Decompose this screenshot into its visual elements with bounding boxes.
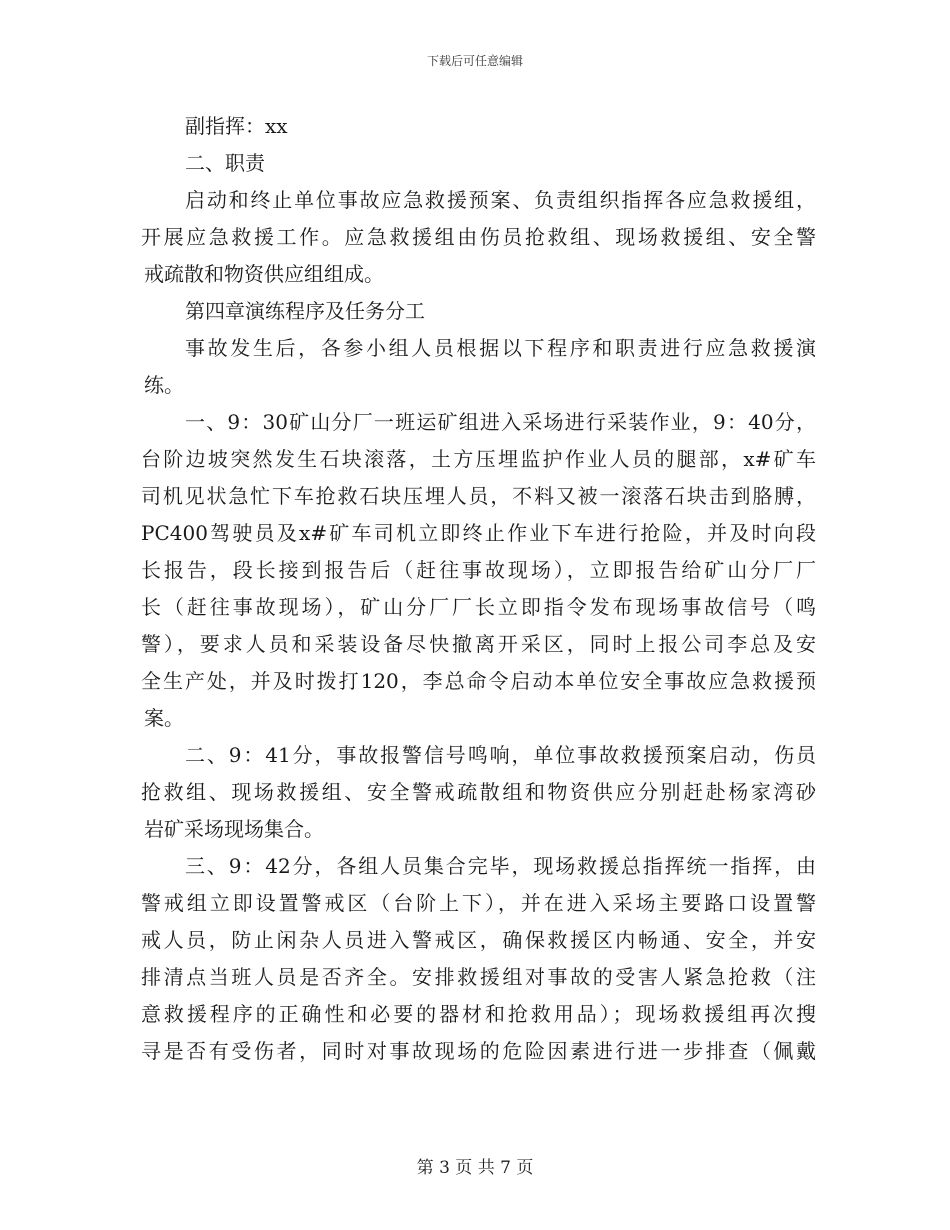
text-line: 寻是否有受伤者，同时对事故现场的危险因素进行进一步排查（佩戴 (141, 1039, 816, 1063)
text-line: 长报告，段长接到报告后（赶往事故现场），立即报告给矿山分厂厂 (141, 558, 816, 582)
text-line: 副指挥：xx (185, 114, 288, 138)
page-footer: 第 3 页 共 7 页 (416, 1158, 534, 1178)
document-body (141, 108, 816, 1070)
text-line: 二、9：41分，事故报警信号鸣响，单位事故救援预案启动，伤员 (185, 743, 816, 767)
text-line: 事故发生后，各参小组人员根据以下程序和职责进行应急救援演 (185, 336, 816, 360)
text-line: 长（赶往事故现场），矿山分厂厂长立即指令发布现场事故信号（鸣 (141, 595, 816, 619)
text-line: 警戒组立即设置警戒区（台阶上下），并在进入采场主要路口设置警 (141, 891, 816, 915)
text-line: 案。 (144, 706, 184, 730)
text-line: PC400驾驶员及x#矿车司机立即终止作业下车进行抢险，并及时向段 (141, 521, 816, 545)
text-line: 练。 (144, 373, 184, 397)
text-line: 警），要求人员和采装设备尽快撤离开采区，同时上报公司李总及安 (141, 632, 816, 656)
text-line: 启动和终止单位事故应急救援预案、负责组织指挥各应急救援组， (185, 188, 816, 212)
text-line: 开展应急救援工作。应急救援组由伤员抢救组、现场救援组、安全警 (141, 225, 816, 249)
text-line: 抢救组、现场救援组、安全警戒疏散组和物资供应分别赶赴杨家湾砂 (141, 780, 816, 804)
text-line: 岩矿采场现场集合。 (144, 817, 324, 841)
text-line: 三、9：42分，各组人员集合完毕，现场救援总指挥统一指挥，由 (185, 854, 816, 878)
text-line: 司机见状急忙下车抢救石块压埋人员，不料又被一滚落石块击到胳膊， (141, 484, 816, 508)
text-line: 排清点当班人员是否齐全。安排救援组对事故的受害人紧急抢救（注 (141, 965, 816, 989)
text-line: 戒人员，防止闲杂人员进入警戒区，确保救援区内畅通、安全，并安 (141, 928, 816, 952)
text-line: 全生产处，并及时拨打120，李总命令启动本单位安全事故应急救援预 (141, 669, 816, 693)
text-line: 戒疏散和物资供应组组成。 (144, 262, 384, 286)
text-line: 台阶边坡突然发生石块滚落，土方压埋监护作业人员的腿部，x#矿车 (141, 447, 816, 471)
page-header: 下载后可任意编辑 (426, 54, 523, 68)
text-line: 第四章演练程序及任务分工 (185, 299, 425, 323)
text-line: 一、9：30矿山分厂一班运矿组进入采场进行采装作业，9：40分， (185, 410, 816, 434)
text-line: 二、职责 (185, 151, 265, 175)
text-line: 意救援程序的正确性和必要的器材和抢救用品）；现场救援组再次搜 (141, 1002, 816, 1026)
